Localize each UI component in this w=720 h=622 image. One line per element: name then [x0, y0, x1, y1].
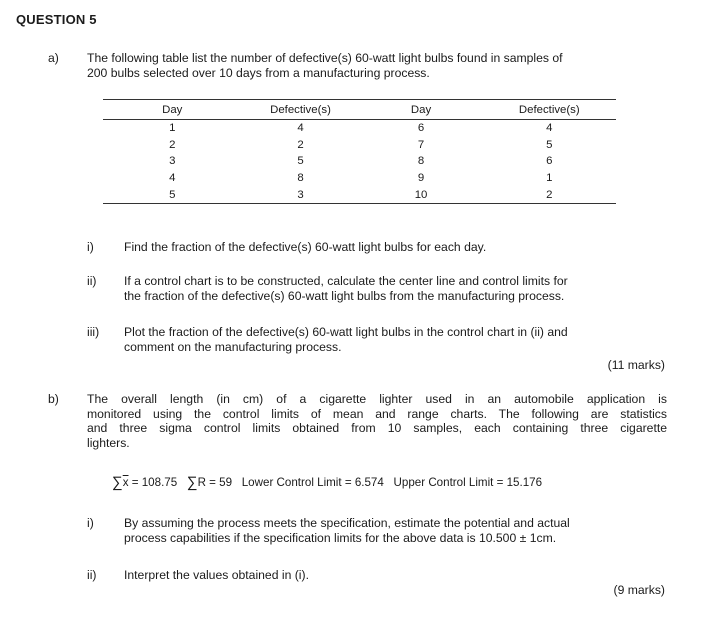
- part-a-item-3-line-2: comment on the manufacturing process.: [124, 339, 342, 354]
- part-a-label: a): [48, 51, 59, 65]
- table-cell: 8: [297, 172, 304, 185]
- table-cell: 2: [483, 186, 616, 203]
- table-header-row: [103, 100, 616, 120]
- part-a-item-1-text: Find the fraction of the defective(s) 60-watt light bulbs for each day.: [124, 240, 487, 254]
- part-b-intro-line-4: lighters.: [87, 435, 130, 450]
- table-cell: 9: [417, 172, 425, 185]
- xbar-value: = 108.75: [131, 476, 178, 489]
- table-cell: 3: [169, 155, 176, 168]
- table-cell: 2: [169, 138, 176, 151]
- defects-table: [103, 99, 616, 204]
- table-cell: 4: [546, 122, 553, 135]
- xbar-symbol: $\overline{x}$: [122, 476, 129, 489]
- table-cell: 1: [546, 172, 553, 185]
- table-cell: 6: [417, 122, 425, 135]
- part-b-item-1-text: [124, 516, 669, 545]
- table-row: [103, 153, 616, 170]
- part-b-item-1-line-1: By assuming the process meets the specification, estimate the potential and actual: [124, 516, 570, 530]
- part-a-intro: [87, 51, 667, 80]
- table-row: [103, 170, 616, 187]
- part-b-intro-line-2: monitored using the control limits of mean and range charts. The following are statistics: [87, 406, 667, 421]
- part-a-intro-line-1: The following table list the number of defective(s) 60-watt light bulbs found in samples of: [87, 51, 563, 65]
- upper-control-limit: Upper Control Limit = 15.176: [393, 476, 543, 489]
- part-a-item-1-label: i): [87, 240, 94, 254]
- statistics-formula: [112, 476, 542, 489]
- part-b-item-1-line-2: process capabilities if the specification limits for the above data is 10.500 ± 1cm.: [124, 530, 557, 545]
- table-cell: 6: [546, 155, 553, 168]
- sigma-symbol: ∑: [186, 474, 198, 491]
- header-day-2: Day: [359, 100, 482, 120]
- question-title: QUESTION 5: [16, 12, 97, 27]
- part-a-item-2-line-2: the fraction of the defective(s) 60-watt light bulbs from the manufacturing process.: [124, 288, 565, 303]
- part-b-item-2-text: Interpret the values obtained in (i).: [124, 568, 309, 582]
- part-b-intro: [87, 392, 667, 450]
- table-cell: 10: [359, 186, 482, 203]
- table-row: [103, 186, 616, 203]
- table-cell: 4: [169, 172, 176, 185]
- lower-control-limit: Lower Control Limit = 6.574: [241, 476, 384, 489]
- table-row: [103, 120, 616, 137]
- r-value: = 59: [209, 476, 233, 489]
- table-cell: 5: [103, 186, 242, 203]
- table-cell: 2: [297, 138, 304, 151]
- part-a-item-2-text: [124, 274, 669, 303]
- table-cell: 5: [546, 138, 553, 151]
- part-b-item-1-label: i): [87, 516, 94, 530]
- header-defectives-1: Defective(s): [242, 100, 360, 120]
- part-b-label: b): [48, 392, 59, 406]
- header-defectives-2: Defective(s): [483, 100, 616, 120]
- part-a-item-3-line-1: Plot the fraction of the defective(s) 60-watt light bulbs in the control chart in (ii) and: [124, 325, 568, 339]
- table-cell: 8: [417, 155, 425, 168]
- table-row: [103, 137, 616, 154]
- part-b-item-2-label: ii): [87, 568, 97, 582]
- part-b-intro-line-1: The overall length (in cm) of a cigarette lighter used in an automobile application is: [87, 392, 667, 406]
- part-a-intro-line-2: 200 bulbs selected over 10 days from a manufacturing process.: [87, 65, 430, 80]
- part-a-item-2-line-1: If a control chart is to be constructed, calculate the center line and control limits for: [124, 274, 568, 288]
- table-cell: 4: [297, 122, 304, 135]
- table-cell: 3: [242, 186, 360, 203]
- part-b-marks: (9 marks): [613, 583, 665, 597]
- part-a-item-3-text: [124, 325, 669, 354]
- part-a-item-2-label: ii): [87, 274, 97, 288]
- table-cell: 5: [297, 155, 304, 168]
- table-cell: 1: [169, 122, 176, 135]
- r-symbol: R: [197, 476, 206, 489]
- part-b-intro-line-3: and three sigma control limits obtained from 10 samples, each containing three cigarette: [87, 421, 667, 435]
- part-a-marks: (11 marks): [607, 358, 665, 372]
- sigma-symbol: ∑: [112, 474, 123, 491]
- table-cell: 7: [417, 138, 425, 151]
- header-day-1: Day: [103, 100, 242, 120]
- part-a-item-3-label: iii): [87, 325, 100, 339]
